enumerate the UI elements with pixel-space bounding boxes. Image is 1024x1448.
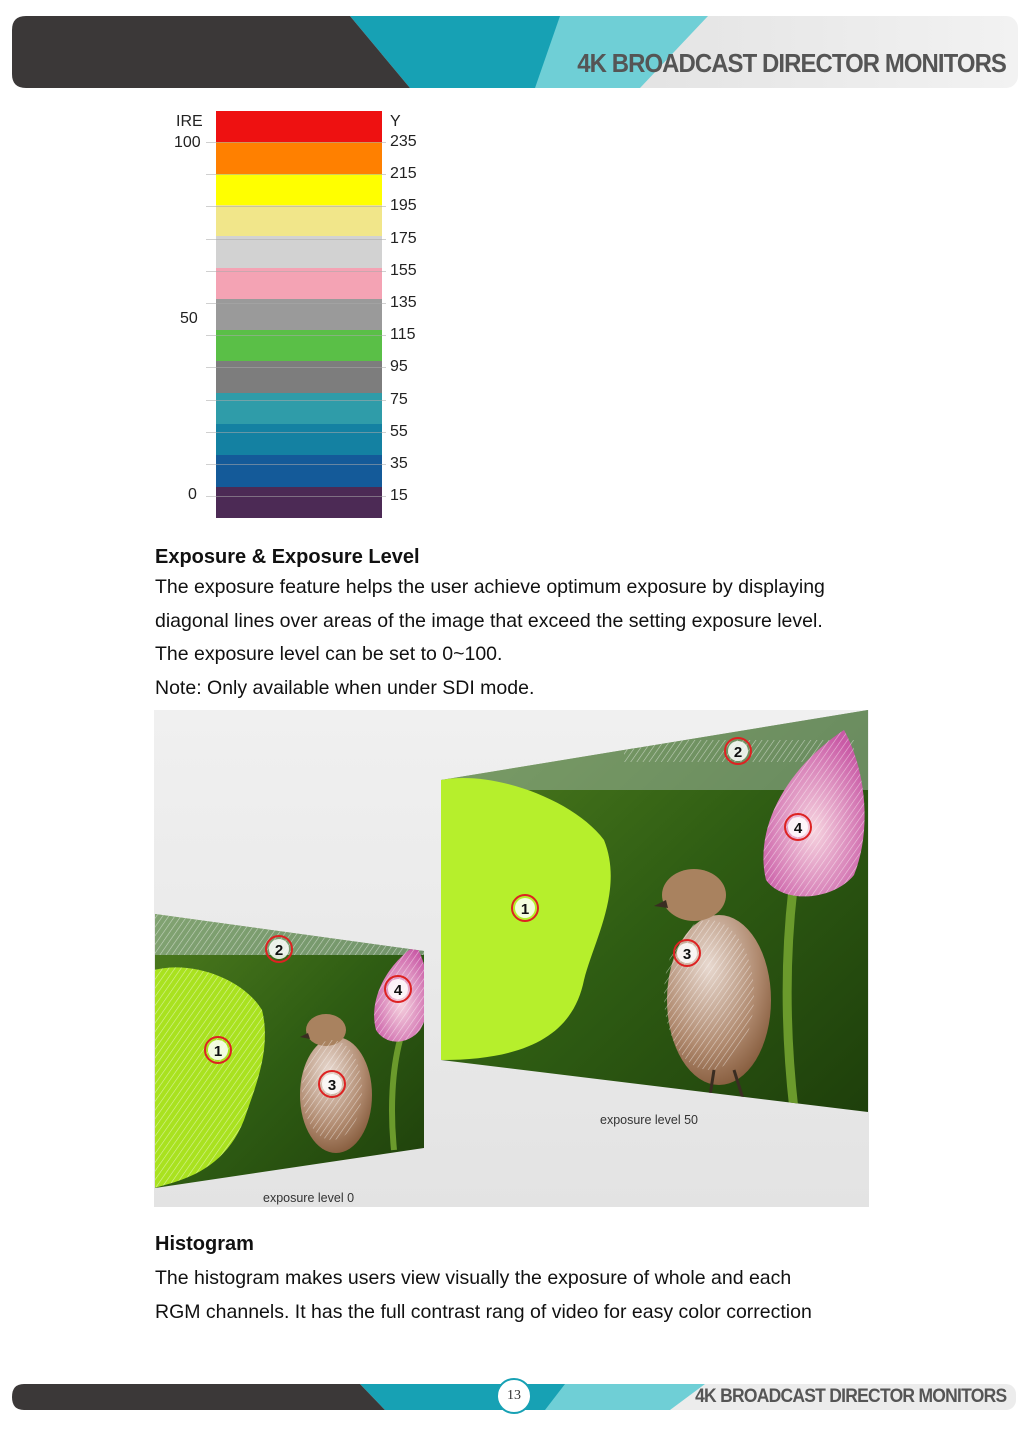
y-value-label: 155	[390, 261, 417, 279]
y-tick-line	[206, 400, 386, 401]
ire-band	[216, 393, 382, 425]
exposure-line-4: Note: Only available when under SDI mode.	[155, 677, 535, 699]
page-number: 13	[496, 1378, 532, 1414]
exposure-figure	[154, 710, 869, 1207]
marker-left-3	[319, 1071, 345, 1097]
y-tick-line	[206, 367, 386, 368]
y-tick-line	[206, 206, 386, 207]
y-axis-label: Y	[390, 113, 401, 130]
ire-band	[216, 142, 382, 174]
y-value-label: 195	[390, 197, 417, 215]
y-tick-line	[206, 142, 386, 143]
ire-band	[216, 361, 382, 393]
exposure-line-1: The exposure feature helps the user achieve optimum exposure by displaying	[155, 576, 825, 598]
marker-label: 4	[793, 820, 803, 837]
marker-right-1	[512, 895, 538, 921]
y-tick-line	[206, 496, 386, 497]
marker-right-2	[725, 738, 751, 764]
ire-band	[216, 268, 382, 300]
y-value-label: 215	[390, 165, 417, 183]
marker-label: 2	[733, 744, 743, 761]
y-value-label: 235	[390, 133, 417, 150]
histogram-line-2: RGM channels. It has the full contrast rang of video for easy color correction	[155, 1301, 812, 1323]
header-title: 4K BROADCAST DIRECTOR MONITORS	[577, 48, 1006, 78]
ire-band	[216, 174, 382, 206]
marker-left-2	[266, 936, 292, 962]
caption-exposure-level-0: exposure level 0	[263, 1191, 355, 1205]
y-tick-line	[206, 432, 386, 433]
y-tick-line	[206, 303, 386, 304]
ire-label-100: 100	[174, 134, 201, 151]
exposure-heading: Exposure & Exposure Level	[155, 546, 420, 568]
ire-label-50: 50	[180, 310, 198, 327]
exposure-line-2: diagonal lines over areas of the image that exceed the setting exposure level.	[155, 610, 823, 632]
ire-band	[216, 455, 382, 487]
y-value-label: 95	[390, 358, 408, 376]
y-value-label: 15	[390, 487, 408, 505]
footer-title: 4K BROADCAST DIRECTOR MONITORS	[694, 1386, 1006, 1407]
marker-label: 4	[393, 982, 403, 999]
marker-label: 1	[520, 901, 530, 918]
exposure-illustration	[154, 710, 869, 1207]
exposure-level-50-panel	[441, 710, 869, 1112]
ire-band	[216, 236, 382, 268]
marker-label: 3	[327, 1077, 337, 1094]
marker-right-4	[785, 814, 811, 840]
ire-band	[216, 205, 382, 237]
ire-band	[216, 424, 382, 456]
ire-band	[216, 111, 382, 143]
y-tick-line	[206, 239, 386, 240]
marker-left-1	[205, 1037, 231, 1063]
y-tick-line	[206, 464, 386, 465]
y-value-label: 75	[390, 390, 408, 408]
y-value-label: 55	[390, 422, 408, 440]
histogram-heading: Histogram	[155, 1233, 254, 1255]
marker-label: 2	[274, 942, 284, 959]
marker-left-4	[385, 976, 411, 1002]
y-tick-line	[206, 174, 386, 175]
y-tick-line	[206, 271, 386, 272]
exposure-line-3: The exposure level can be set to 0~100.	[155, 643, 503, 665]
ire-label-0: 0	[188, 486, 197, 503]
y-tick-line	[206, 335, 386, 336]
y-value-label: 115	[390, 326, 416, 344]
caption-exposure-level-50: exposure level 50	[600, 1113, 698, 1127]
y-value-label: 135	[390, 294, 417, 311]
marker-label: 3	[682, 946, 692, 963]
histogram-line-1: The histogram makes users view visually the exposure of whole and each	[155, 1267, 792, 1289]
y-value-label: 35	[390, 455, 408, 472]
marker-label: 1	[213, 1043, 223, 1060]
ire-band	[216, 487, 382, 519]
y-value-label: 175	[390, 229, 417, 247]
marker-right-3	[674, 940, 700, 966]
ire-axis-label: IRE	[176, 113, 203, 130]
